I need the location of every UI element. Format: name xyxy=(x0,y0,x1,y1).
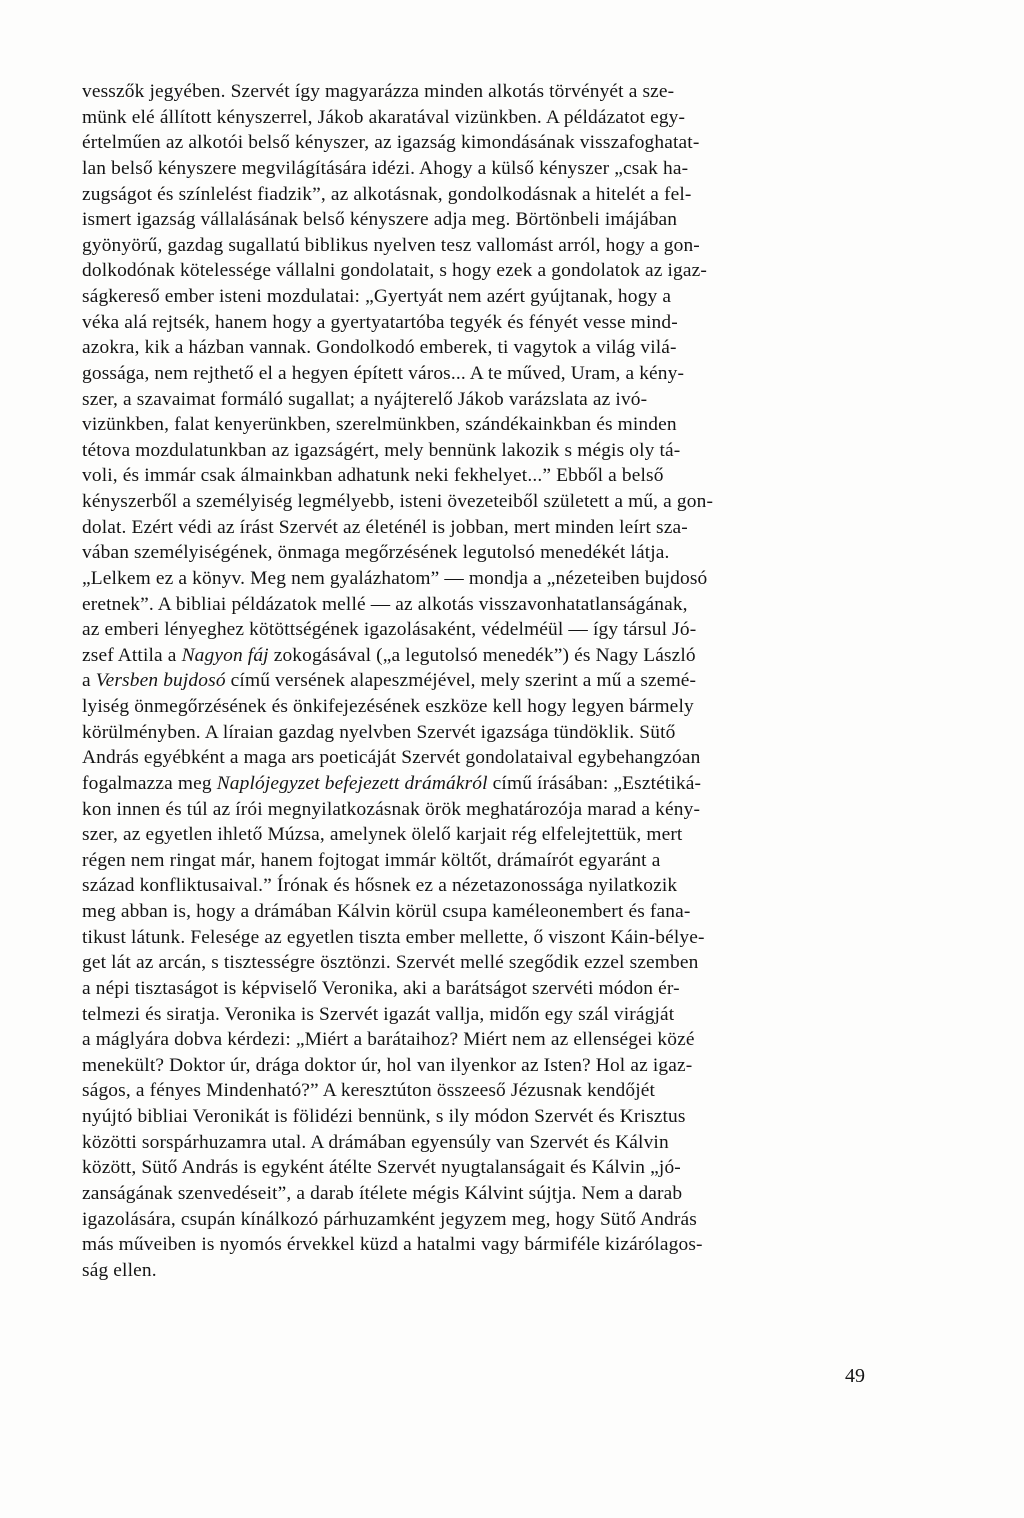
text-line xyxy=(82,848,882,874)
text-segment: nyújtó bibliai Veronikát is fölidézi bennünk, s ily módon Szervét és Krisztus xyxy=(82,1106,686,1127)
text-line xyxy=(82,412,882,438)
text-line xyxy=(82,1155,882,1181)
text-line xyxy=(82,233,882,259)
text-segment: című versének alapeszméjével, mely szerint a mű a szemé- xyxy=(225,670,697,692)
text-segment: „Lelkem ez a könyv. Meg nem gyalázhatom” — mondja a „nézeteiben bujdosó xyxy=(82,567,708,589)
text-line xyxy=(82,105,882,131)
text-line xyxy=(82,1104,882,1130)
text-segment: azokra, kik a házban vannak. Gondolkodó emberek, ti vagytok a világ vilá- xyxy=(82,337,677,359)
text-segment: a máglyára dobva kérdezi: „Miért a barátaihoz? Miért nem az ellenségei közé xyxy=(82,1029,695,1051)
text-segment: voli, és immár csak álmainkban adhatunk neki fekhelyet...” Ebből a belső xyxy=(82,465,664,487)
text-line xyxy=(82,79,882,105)
text-line xyxy=(82,438,882,464)
text-segment: lyiség önmegőrzésének és önkifejezésének eszköze kell hogy legyen bármely xyxy=(82,696,694,717)
text-line xyxy=(82,899,882,925)
text-segment: körülményben. A líraian gazdag nyelvben Szervét igazsága tündöklik. Sütő xyxy=(82,721,676,743)
text-line xyxy=(82,592,882,618)
text-segment: dolat. Ezért védi az írást Szervét az életénél is jobban, mert minden leírt sza- xyxy=(82,516,688,538)
text-line xyxy=(82,361,882,387)
text-line xyxy=(82,1053,882,1079)
text-segment: zugságot és színlelést fiadzik”, az alkotásnak, gondolkodásnak a hitelét a fel- xyxy=(82,183,692,205)
text-segment: zsef Attila a xyxy=(82,644,182,666)
text-segment: között, Sütő András is egyként átélte Szervét nyugtalanságait és Kálvin „jó- xyxy=(82,1157,681,1179)
text-line xyxy=(82,694,882,720)
text-line xyxy=(82,284,882,310)
text-segment: gyönyörű, gazdag sugallatú biblikus nyelven tesz vallomást arról, hogy a gon- xyxy=(82,234,700,256)
text-line xyxy=(82,873,882,899)
italic-title: Nagyon fáj xyxy=(181,644,269,666)
text-segment: ság ellen. xyxy=(82,1259,157,1281)
text-line xyxy=(82,1130,882,1156)
text-segment: ságkereső ember isteni mozdulatai: „Gyertyát nem azért gyújtanak, hogy a xyxy=(82,286,672,307)
text-line xyxy=(82,489,882,515)
text-line xyxy=(82,207,882,233)
text-segment: szer, az egyetlen ihlető Múzsa, amelynek ölelő karjait rég elfelejtettük, mert xyxy=(82,824,683,846)
text-line xyxy=(82,643,882,669)
text-segment: eretnek”. A bibliai példázatok mellé — az alkotás visszavonhatatlanságának, xyxy=(82,593,688,615)
text-line xyxy=(82,1002,882,1028)
text-segment: század konfliktusaival.” Írónak és hősnek ez a nézetazonossága nyilatkozik xyxy=(82,875,678,897)
text-segment: münk elé állított kényszerrel, Jákob akaratával vizünkben. A példázatot egy- xyxy=(82,106,686,128)
text-segment: vában személyiségének, önmaga megőrzésének legutolsó menedékét látja. xyxy=(82,542,670,564)
text-segment: meg abban is, hogy a drámában Kálvin körül csupa kaméleonembert és fana- xyxy=(82,901,691,922)
text-line xyxy=(82,745,882,771)
text-segment: tétova mozdulatunkban az igazságért, mely bennünk lakozik s mégis oly tá- xyxy=(82,439,681,461)
text-segment: közötti sorspárhuzamra utal. A drámában egyensúly van Szervét és Kálvin xyxy=(82,1131,669,1153)
text-line xyxy=(82,515,882,541)
text-line xyxy=(82,335,882,361)
text-line xyxy=(82,771,882,797)
text-segment: get lát az arcán, s tisztességre ösztönzi. Szervét mellé szegődik ezzel szemben xyxy=(82,952,699,974)
text-line xyxy=(82,1232,882,1258)
text-segment: kényszerből a személyiség legmélyebb, isteni övezeteiből született a mű, a gon- xyxy=(82,491,714,512)
text-line xyxy=(82,720,882,746)
text-segment: kon innen és túl az írói megnyilatkozásnak örök meghatározója marad a kény- xyxy=(82,798,701,820)
text-line xyxy=(82,976,882,1002)
text-line xyxy=(82,1207,882,1233)
text-segment: gossága, nem rejthető el a hegyen épített város... A te műved, Uram, a kény- xyxy=(82,362,685,384)
text-segment: más műveiben is nyomós érvekkel küzd a hatalmi vagy bármiféle kizárólagos- xyxy=(82,1234,703,1256)
text-segment: című írásában: „Esztétiká- xyxy=(487,772,702,794)
italic-title: Naplójegyzet befejezett drámákról xyxy=(216,772,488,794)
text-line xyxy=(82,1258,882,1284)
text-segment: ságos, a fényes Mindenható?” A keresztúton összeeső Jézusnak kendőjét xyxy=(82,1080,656,1102)
italic-title: Versben bujdosó xyxy=(95,670,226,692)
text-line xyxy=(82,950,882,976)
text-segment: dolkodónak kötelessége vállalni gondolatait, s hogy ezek a gondolatok az igaz- xyxy=(82,260,708,282)
text-segment: értelműen az alkotói belső kényszer, az igazság kimondásának visszafoghatat- xyxy=(82,132,700,154)
text-line xyxy=(82,1027,882,1053)
text-segment: a xyxy=(82,670,96,692)
text-line xyxy=(82,668,882,694)
body-text xyxy=(82,79,882,1283)
text-segment: zanságának szenvedéseit”, a darab ítélete mégis Kálvint sújtja. Nem a darab xyxy=(82,1182,683,1204)
text-segment: igazolására, csupán kínálkozó párhuzamként jegyzem meg, hogy Sütő András xyxy=(82,1208,697,1230)
text-segment: szer, a szavaimat formáló sugallat; a nyájterelő Jákob varázslata az ivó- xyxy=(82,388,648,410)
text-line xyxy=(82,463,882,489)
text-line xyxy=(82,540,882,566)
text-line xyxy=(82,1078,882,1104)
text-segment: telmezi és siratja. Veronika is Szervét igazát vallja, midőn egy szál virágját xyxy=(82,1003,675,1025)
text-segment: vizünkben, falat kenyerünkben, szerelmünkben, szándékainkban és minden xyxy=(82,414,677,436)
text-line xyxy=(82,130,882,156)
text-line xyxy=(82,797,882,823)
text-segment: András egyébként a maga ars poeticáját Szervét gondolataival egybehangzóan xyxy=(82,747,701,769)
text-segment: véka alá rejtsék, hanem hogy a gyertyatartóba tegyék és fényét vesse mind- xyxy=(82,311,678,333)
text-segment: régen nem ringat már, hanem fojtogat immár költőt, drámaírót egyaránt a xyxy=(82,849,661,871)
text-segment: zokogásával („a legutolsó menedék”) és Nagy László xyxy=(268,644,696,666)
text-segment: tikust látunk. Felesége az egyetlen tiszta ember mellette, ő viszont Káin-bélye- xyxy=(82,926,705,948)
text-line xyxy=(82,258,882,284)
text-line xyxy=(82,925,882,951)
text-segment: az emberi lényeghez kötöttségének igazolásaként, védelméül — így társul Jó- xyxy=(82,619,697,641)
text-line xyxy=(82,156,882,182)
page-number: 49 xyxy=(845,1365,865,1387)
text-line xyxy=(82,617,882,643)
text-line xyxy=(82,310,882,336)
text-segment: ismert igazság vállalásának belső kényszere adja meg. Börtönbeli imájában xyxy=(82,209,678,231)
text-line xyxy=(82,566,882,592)
text-segment: menekült? Doktor úr, drága doktor úr, hol van ilyenkor az Isten? Hol az igaz- xyxy=(82,1054,693,1076)
text-line xyxy=(82,182,882,208)
text-line xyxy=(82,822,882,848)
text-segment: fogalmazza meg xyxy=(82,772,217,794)
text-line xyxy=(82,387,882,413)
text-segment: lan belső kényszere megvilágítására idézi. Ahogy a külső kényszer „csak ha- xyxy=(82,157,689,179)
text-segment: a népi tisztaságot is képviselő Veronika, aki a barátságot szervéti módon ér- xyxy=(82,977,680,999)
text-segment: vesszők jegyében. Szervét így magyarázza minden alkotás törvényét a sze- xyxy=(82,81,675,102)
text-line xyxy=(82,1181,882,1207)
